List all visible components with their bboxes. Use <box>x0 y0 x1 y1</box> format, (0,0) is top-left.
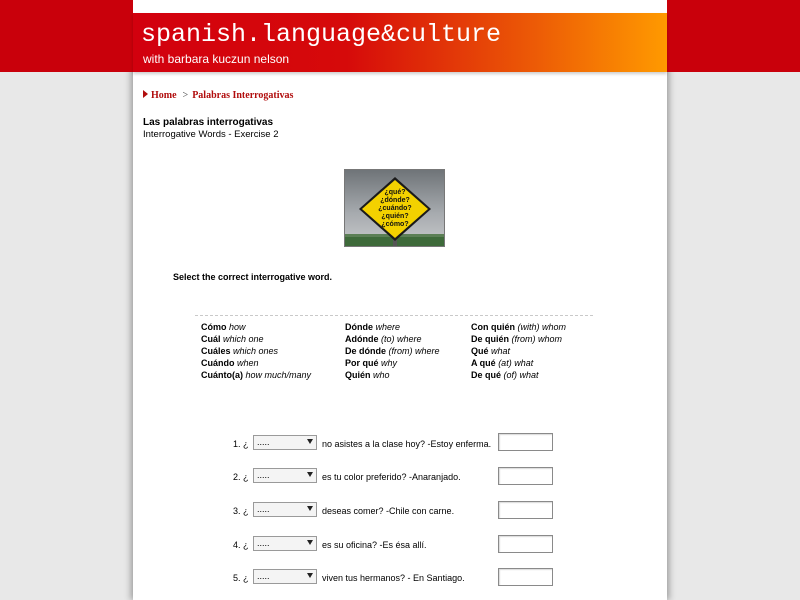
divider <box>195 315 593 316</box>
vocab-word: Quién <box>345 370 371 380</box>
question-4-answer-input[interactable] <box>498 535 553 553</box>
breadcrumb-current-link[interactable]: Palabras Interrogativas <box>192 90 294 101</box>
vocab-row <box>201 333 311 345</box>
vocab-row <box>345 345 440 357</box>
vocab-column-1 <box>201 321 311 381</box>
vocab-word: Qué <box>471 346 489 356</box>
question-5-answer-input[interactable] <box>498 568 553 586</box>
dropdown-arrow-icon <box>307 439 313 444</box>
select-value: ..... <box>257 538 270 548</box>
vocab-word: Adónde <box>345 334 379 344</box>
question-1-select[interactable] <box>253 435 317 450</box>
vocab-word: Cuál <box>201 334 221 344</box>
question-text: viven tus hermanos? - En Santiago. <box>322 573 465 583</box>
vocab-row <box>471 345 566 357</box>
question-2-answer-input[interactable] <box>498 467 553 485</box>
breadcrumb <box>143 90 293 101</box>
vocab-word: Cómo <box>201 322 227 332</box>
vocab-word: Cuáles <box>201 346 231 356</box>
vocab-translation: how <box>229 322 246 332</box>
site-title: spanish.language&culture <box>141 20 502 49</box>
vocab-row <box>201 369 311 381</box>
instruction-text: Select the correct interrogative word. <box>173 272 333 282</box>
question-2-select[interactable] <box>253 468 317 483</box>
vocab-translation: what <box>491 346 511 356</box>
vocab-translation: how much/many <box>245 370 312 380</box>
select-value: ..... <box>257 437 270 447</box>
vocab-translation: (at) what <box>498 358 534 368</box>
question-sign-image <box>344 169 445 247</box>
question-1-answer-input[interactable] <box>498 433 553 451</box>
question-number: 4. ¿ <box>233 540 249 550</box>
vocab-translation: (with) whom <box>517 322 567 332</box>
vocab-word: De qué <box>471 370 502 380</box>
dropdown-arrow-icon <box>307 540 313 545</box>
vocab-translation: which one <box>223 334 264 344</box>
question-text: es tu color preferido? -Anaranjado. <box>322 472 461 482</box>
vocab-translation: (to) where <box>381 334 422 344</box>
vocab-column-2 <box>345 321 440 381</box>
dropdown-arrow-icon <box>307 472 313 477</box>
header-top-strip <box>133 0 667 13</box>
vocab-translation: (from) whom <box>511 334 563 344</box>
page-subtitle: Interrogative Words - Exercise 2 <box>143 129 279 140</box>
question-4-select[interactable] <box>253 536 317 551</box>
breadcrumb-arrow-icon <box>143 90 148 98</box>
breadcrumb-separator: > <box>182 90 189 101</box>
select-value: ..... <box>257 571 270 581</box>
question-text: es su oficina? -Es ésa allí. <box>322 540 427 550</box>
vocab-row <box>471 321 566 333</box>
sign-line-1: ¿qué? <box>384 189 406 196</box>
vocab-row <box>345 321 440 333</box>
vocab-row <box>345 357 440 369</box>
page-title: Las palabras interrogativas <box>143 117 274 128</box>
question-text: no asistes a la clase hoy? -Estoy enferma. <box>322 439 492 449</box>
vocab-row <box>471 369 566 381</box>
vocab-word: Por qué <box>345 358 379 368</box>
vocab-translation: which ones <box>233 346 279 356</box>
question-3-select[interactable] <box>253 502 317 517</box>
vocab-row <box>201 321 311 333</box>
vocab-word: De quién <box>471 334 510 344</box>
vocab-translation: who <box>373 370 390 380</box>
vocab-translation: when <box>237 358 259 368</box>
question-number: 3. ¿ <box>233 506 249 516</box>
question-5-select[interactable] <box>253 569 317 584</box>
vocab-translation: why <box>381 358 398 368</box>
dropdown-arrow-icon <box>307 506 313 511</box>
question-number: 1. ¿ <box>233 439 249 449</box>
select-value: ..... <box>257 470 270 480</box>
vocab-word: Con quién <box>471 322 515 332</box>
sign-line-5: ¿cómo? <box>381 221 409 228</box>
vocab-row <box>471 333 566 345</box>
vocab-word: A qué <box>471 358 496 368</box>
vocab-row <box>471 357 566 369</box>
vocab-row <box>345 333 440 345</box>
vocab-translation: where <box>375 322 401 332</box>
vocab-word: Cuándo <box>201 358 235 368</box>
vocab-row <box>201 357 311 369</box>
vocab-word: Dónde <box>345 322 373 332</box>
vocab-column-3 <box>471 321 566 381</box>
question-text: deseas comer? -Chile con carne. <box>322 506 455 516</box>
question-3-answer-input[interactable] <box>498 501 553 519</box>
sign-line-2: ¿dónde? <box>380 197 410 204</box>
question-number: 2. ¿ <box>233 472 249 482</box>
sign-line-3: ¿cuándo? <box>378 205 412 212</box>
vocab-word: De dónde <box>345 346 387 356</box>
breadcrumb-home-link[interactable]: Home <box>151 90 177 101</box>
vocab-translation: (from) where <box>388 346 440 356</box>
vocab-word: Cuánto(a) <box>201 370 243 380</box>
site-subtitle: with barbara kuczun nelson <box>143 52 290 66</box>
vocab-translation: (of) what <box>503 370 539 380</box>
select-value: ..... <box>257 504 270 514</box>
dropdown-arrow-icon <box>307 573 313 578</box>
sign-line-4: ¿quién? <box>381 213 409 220</box>
sign-photo <box>345 170 445 247</box>
vocab-row <box>345 369 440 381</box>
vocab-row <box>201 345 311 357</box>
question-number: 5. ¿ <box>233 573 249 583</box>
